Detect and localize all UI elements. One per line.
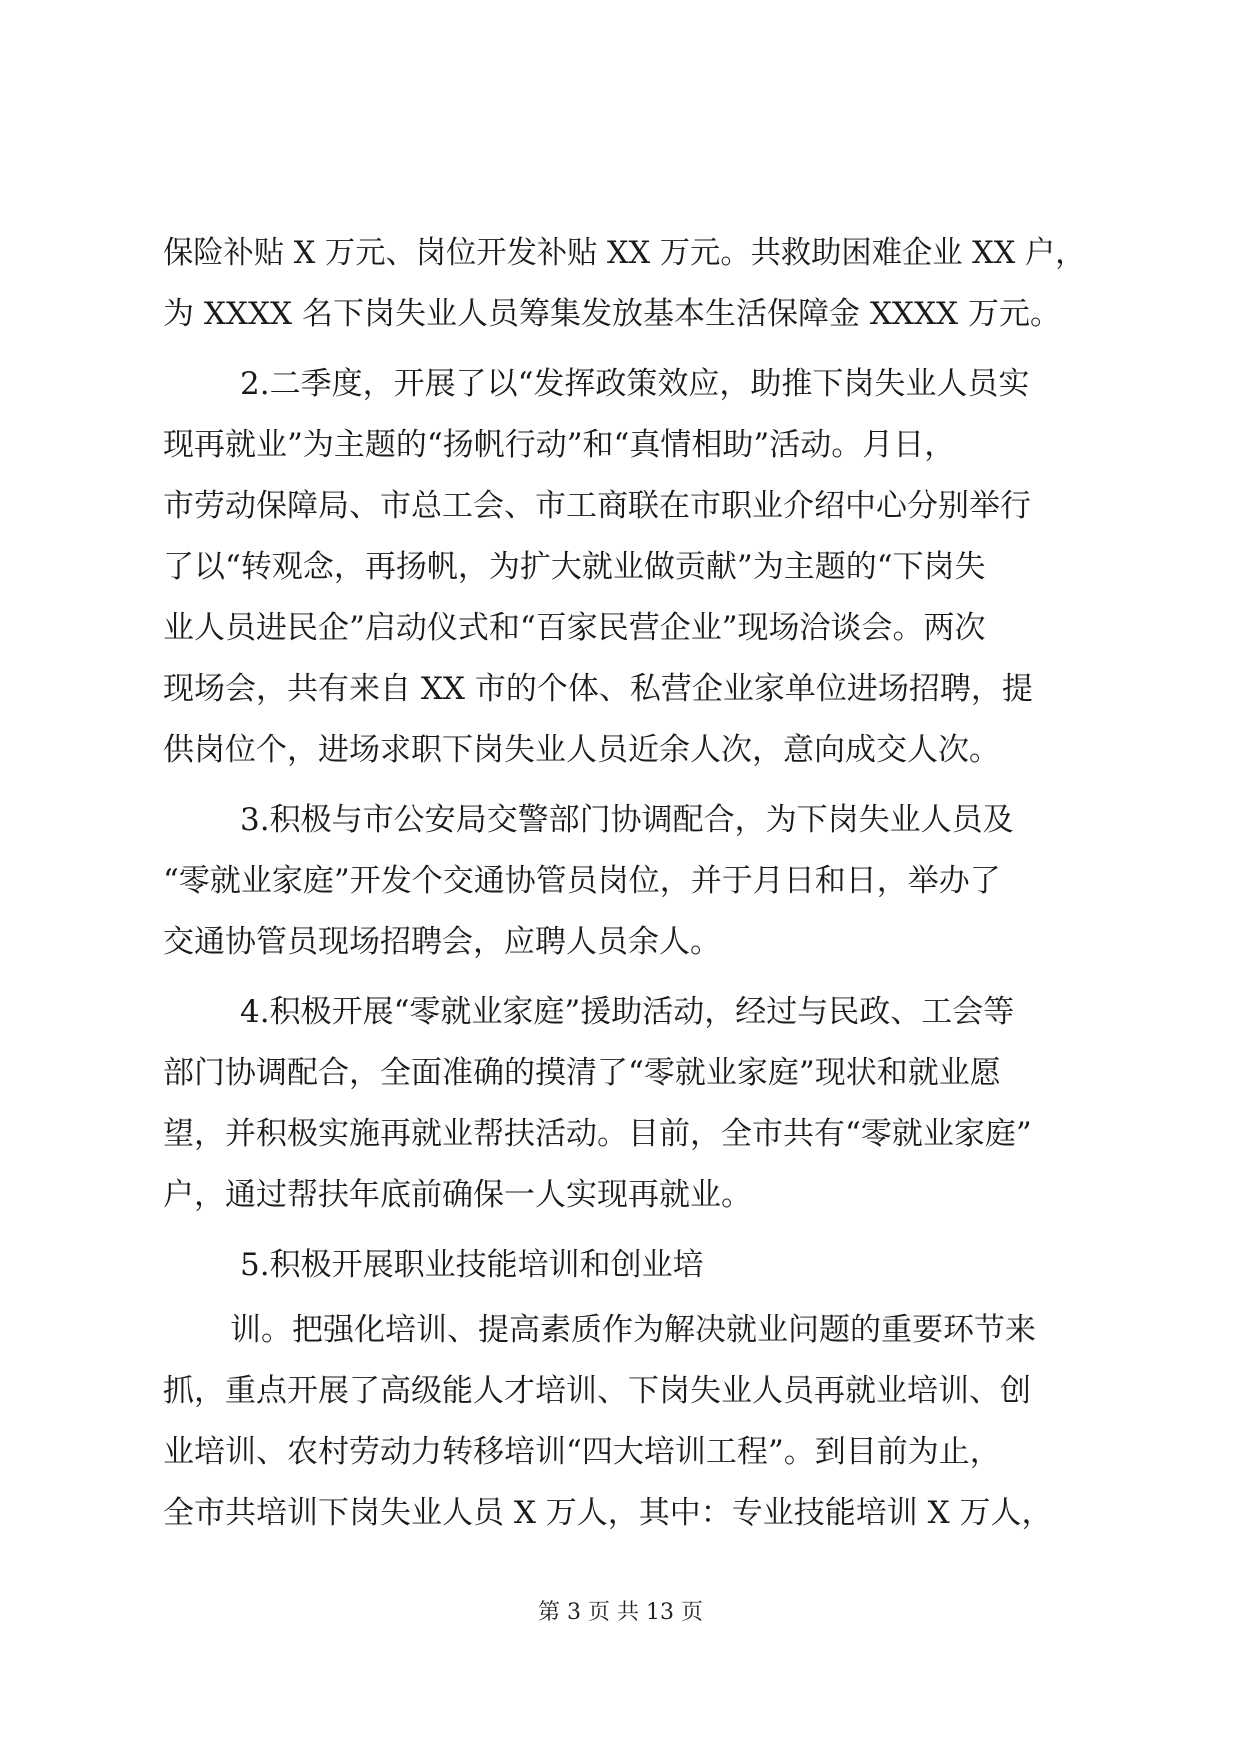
text-line bbox=[0, 1300, 1241, 1360]
text-line bbox=[0, 1043, 1241, 1103]
line-text: 抓，重点开展了高级能人才培训、下岗失业人员再就业培训、创 bbox=[163, 1373, 1031, 1409]
line-text: 望，并积极实施再就业帮扶活动。目前，全市共有“零就业家庭” bbox=[163, 1116, 1032, 1152]
text-line bbox=[0, 790, 1241, 850]
line-text: 3.积极与市公安局交警部门协调配合，为下岗失业人员及 bbox=[240, 802, 1014, 838]
text-line bbox=[0, 1483, 1241, 1543]
line-text: 现场会，共有来自 XX 市的个体、私营企业家单位进场招聘，提 bbox=[163, 671, 1033, 707]
text-line bbox=[0, 476, 1241, 536]
line-text: 保险补贴 X 万元、岗位开发补贴 XX 万元。共救助困难企业 XX 户， bbox=[163, 235, 1086, 271]
line-text: 全市共培训下岗失业人员 X 万人，其中：专业技能培训 X 万人， bbox=[163, 1495, 1053, 1531]
text-line bbox=[0, 354, 1241, 414]
line-text: 户，通过帮扶年底前确保一人实现再就业。 bbox=[163, 1177, 752, 1213]
page-number-footer: 第 3 页 共 13 页 bbox=[538, 1600, 703, 1625]
line-text: 现再就业”为主题的“扬帆行动”和“真情相助”活动。月日， bbox=[163, 427, 956, 463]
text-line bbox=[0, 912, 1241, 972]
line-text: 5.积极开展职业技能培训和创业培 bbox=[240, 1247, 704, 1283]
text-line bbox=[0, 1361, 1241, 1421]
line-text: 了以“转观念，再扬帆，为扩大就业做贡献”为主题的“下岗失 bbox=[163, 549, 986, 585]
line-text: 业培训、农村劳动力转移培训“四大培训工程”。到目前为止， bbox=[163, 1434, 1001, 1470]
text-line bbox=[0, 1235, 1241, 1295]
line-text: 交通协管员现场招聘会，应聘人员余人。 bbox=[163, 924, 721, 960]
line-text: 业人员进民企”启动仪式和“百家民营企业”现场洽谈会。两次 bbox=[163, 610, 986, 646]
text-line bbox=[0, 537, 1241, 597]
text-line bbox=[0, 415, 1241, 475]
text-line bbox=[0, 284, 1241, 344]
text-line bbox=[0, 1422, 1241, 1482]
text-line bbox=[0, 851, 1241, 911]
text-line bbox=[0, 223, 1241, 283]
text-line bbox=[0, 659, 1241, 719]
line-text: 4.积极开展“零就业家庭”援助活动，经过与民政、工会等 bbox=[240, 994, 1015, 1030]
line-text: 部门协调配合，全面准确的摸清了“零就业家庭”现状和就业愿 bbox=[163, 1055, 1001, 1091]
text-line bbox=[0, 598, 1241, 658]
text-line bbox=[0, 1165, 1241, 1225]
line-text: 2.二季度，开展了以“发挥政策效应，助推下岗失业人员实 bbox=[240, 366, 1030, 402]
line-text: 供岗位个，进场求职下岗失业人员近余人次，意向成交人次。 bbox=[163, 732, 1000, 768]
line-text: “零就业家庭”开发个交通协管员岗位，并于月日和日，举办了 bbox=[163, 863, 1001, 899]
text-line bbox=[0, 982, 1241, 1042]
line-text: 训。把强化培训、提高素质作为解决就业问题的重要环节来 bbox=[230, 1312, 1036, 1348]
line-text: 市劳动保障局、市总工会、市工商联在市职业介绍中心分别举行 bbox=[163, 488, 1031, 524]
text-line bbox=[0, 1104, 1241, 1164]
text-line bbox=[0, 720, 1241, 780]
line-text: 为 XXXX 名下岗失业人员筹集发放基本生活保障金 XXXX 万元。 bbox=[163, 296, 1061, 332]
